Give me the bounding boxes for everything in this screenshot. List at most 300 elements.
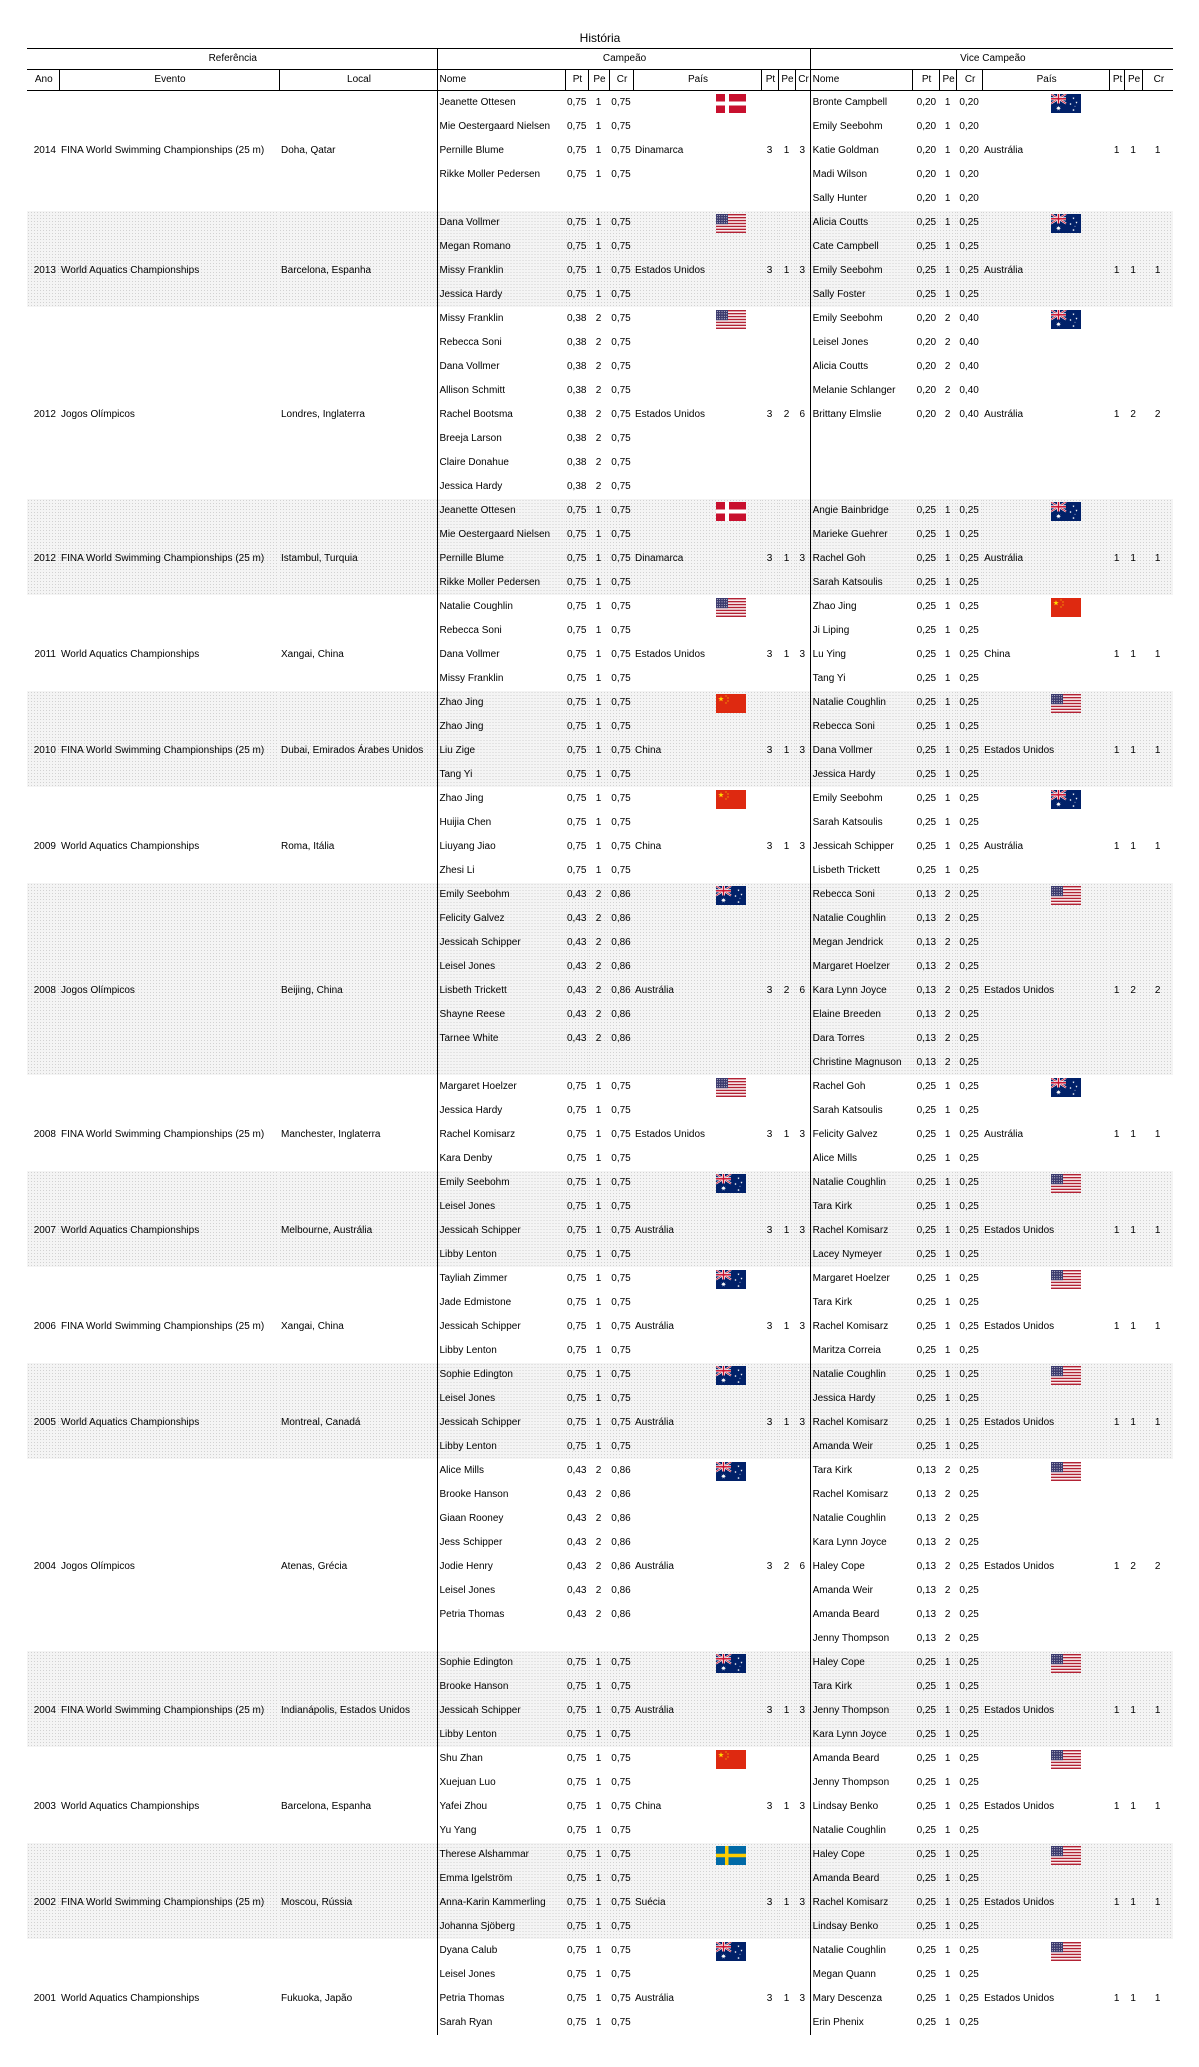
event-name: FINA World Swimming Championships (25 m) — [61, 1129, 265, 1140]
empty-cell — [1142, 1579, 1173, 1603]
empty-cell — [1142, 1147, 1173, 1171]
event-year: 2007 — [27, 1219, 59, 1243]
australia-flag-icon — [1051, 502, 1081, 521]
champion-member-cr: 0,75 — [609, 1219, 633, 1243]
empty-cell — [279, 115, 437, 139]
empty-cell — [633, 2011, 761, 2035]
champion-member-pe: 2 — [595, 1585, 602, 1596]
empty-cell — [982, 1027, 1109, 1051]
empty-cell — [1142, 475, 1173, 499]
empty-cell — [795, 1291, 810, 1315]
vice-member-name: Jenny Thompson — [810, 1771, 912, 1795]
vice-team-pe: 1 — [1130, 1321, 1136, 1332]
empty-cell — [59, 451, 279, 475]
empty-cell — [1124, 1771, 1142, 1795]
header-champion-member-cr: Cr — [609, 70, 633, 91]
vice-team-pt: 1 — [1109, 547, 1124, 571]
header-vice-member-cr: Cr — [956, 70, 982, 91]
champion-member-pe: 2 — [588, 883, 609, 907]
empty-cell — [982, 1435, 1109, 1459]
empty-cell — [27, 283, 59, 307]
vice-member-pe: 1 — [944, 1801, 951, 1812]
empty-cell — [27, 235, 59, 259]
vice-member-cr: 0,25 — [959, 1753, 979, 1764]
champion-member-pe: 1 — [595, 2017, 602, 2028]
vice-member-pe: 2 — [944, 1513, 951, 1524]
vice-team-cr: 1 — [1154, 649, 1161, 660]
champion-flag-cell — [633, 1651, 761, 1675]
empty-cell — [437, 1627, 565, 1651]
empty-cell — [778, 211, 795, 235]
empty-cell — [59, 619, 279, 643]
empty-cell — [778, 115, 795, 139]
empty-cell — [59, 1915, 279, 1939]
vice-member-pt: 0,13 — [912, 1003, 939, 1027]
champion-country: China — [635, 841, 662, 852]
empty-cell — [795, 1747, 810, 1771]
empty-cell — [633, 1579, 761, 1603]
empty-cell — [939, 427, 956, 451]
vice-member-pe: 2 — [944, 1561, 951, 1572]
champion-member-name: Yu Yang — [437, 1819, 565, 1843]
empty-cell — [633, 427, 761, 451]
champion-team-cr: 3 — [799, 1321, 806, 1332]
vice-member-pt: 0,25 — [912, 211, 939, 235]
empty-cell — [778, 1027, 795, 1051]
champion-team-pe: 2 — [783, 409, 790, 420]
empty-cell — [1109, 91, 1124, 116]
event-name: World Aquatics Championships — [59, 1219, 279, 1243]
champion-member-cr: 0,86 — [609, 979, 633, 1003]
vice-flag-cell — [982, 1747, 1109, 1771]
champion-member-pt: 0,75 — [567, 649, 587, 660]
empty-cell — [1142, 331, 1173, 355]
event-name: FINA World Swimming Championships (25 m) — [59, 1699, 279, 1723]
event-year: 2005 — [27, 1411, 59, 1435]
empty-cell — [795, 1051, 810, 1075]
empty-cell — [633, 1723, 761, 1747]
champion-member-name: Alice Mills — [437, 1459, 565, 1483]
champion-member-pt: 0,75 — [565, 1723, 588, 1747]
champion-member-pe: 1 — [588, 1723, 609, 1747]
champion-member-pe: 1 — [588, 1843, 609, 1867]
empty-cell — [761, 883, 778, 907]
vice-member-pe: 1 — [939, 1915, 956, 1939]
vice-member-cr: 0,25 — [959, 1801, 979, 1812]
denmark-flag-icon — [716, 502, 746, 521]
champion-member-pe: 1 — [588, 547, 609, 571]
vice-member-name: Leisel Jones — [810, 331, 912, 355]
empty-cell — [633, 331, 761, 355]
empty-cell — [1142, 1243, 1173, 1267]
vice-member-pe: 2 — [939, 1051, 956, 1075]
empty-cell — [27, 859, 59, 883]
table-row — [27, 1483, 1173, 1507]
event-location: Atenas, Grécia — [281, 1561, 348, 1572]
event-year: 2011 — [34, 649, 56, 660]
champion-member-pe: 1 — [588, 211, 609, 235]
empty-cell — [279, 355, 437, 379]
vice-member-name: Megan Jendrick — [810, 931, 912, 955]
champion-member-pt: 0,75 — [567, 1153, 587, 1164]
table-row — [27, 2011, 1173, 2035]
champion-member-pt: 0,75 — [567, 841, 587, 852]
empty-cell — [1124, 1579, 1142, 1603]
champion-member-cr: 0,75 — [611, 121, 631, 132]
empty-cell — [633, 1243, 761, 1267]
empty-cell — [1109, 1963, 1124, 1987]
empty-cell — [59, 1243, 279, 1267]
empty-cell — [982, 811, 1109, 835]
empty-cell — [27, 1003, 59, 1027]
empty-cell — [1142, 1627, 1173, 1651]
empty-cell — [1109, 1627, 1124, 1651]
vice-member-cr: 0,25 — [956, 523, 982, 547]
champion-member-pt: 0,75 — [567, 1129, 587, 1140]
empty-cell — [982, 1051, 1109, 1075]
empty-cell — [633, 163, 761, 187]
empty-cell — [761, 1627, 778, 1651]
header-champion-nome: Nome — [437, 70, 565, 91]
empty-cell — [795, 379, 810, 403]
empty-cell — [1142, 1963, 1173, 1987]
china-flag-icon — [716, 1750, 746, 1769]
champion-member-pe: 1 — [588, 283, 609, 307]
header-campeao: Campeão — [437, 49, 810, 70]
table-row — [27, 1987, 1173, 2011]
header-column-row — [27, 70, 1173, 91]
vice-member-cr: 0,25 — [956, 1387, 982, 1411]
vice-member-pt: 0,25 — [912, 1723, 939, 1747]
empty-cell — [761, 1651, 778, 1675]
vice-member-pt: 0,25 — [912, 571, 939, 595]
empty-cell — [795, 499, 810, 523]
event-location: Istambul, Turquia — [279, 547, 437, 571]
empty-cell — [761, 1387, 778, 1411]
empty-cell — [1124, 715, 1142, 739]
empty-cell — [761, 1819, 778, 1843]
empty-cell — [778, 619, 795, 643]
champion-member-cr: 0,75 — [611, 1825, 631, 1836]
empty-cell — [59, 1075, 279, 1099]
vice-member-pe: 1 — [944, 1777, 951, 1788]
vice-team-cr: 1 — [1154, 1801, 1161, 1812]
empty-cell — [982, 1099, 1109, 1123]
empty-cell — [795, 619, 810, 643]
empty-cell — [778, 1651, 795, 1675]
vice-member-pe: 1 — [944, 865, 951, 876]
champion-member-name: Liuyang Jiao — [437, 835, 565, 859]
empty-cell — [633, 1603, 761, 1627]
vice-member-name: Alicia Coutts — [810, 355, 912, 379]
champion-member-pt: 0,75 — [565, 1843, 588, 1867]
champion-member-name: Jessicah Schipper — [437, 1699, 565, 1723]
champion-member-cr: 0,75 — [611, 1273, 631, 1284]
empty-cell — [27, 1243, 59, 1267]
champion-team-pt: 3 — [761, 1411, 778, 1435]
event-name: World Aquatics Championships — [61, 649, 200, 660]
empty-cell — [1142, 283, 1173, 307]
empty-cell — [633, 1627, 761, 1651]
empty-cell — [761, 331, 778, 355]
vice-member-cr: 0,25 — [959, 1609, 979, 1620]
empty-cell — [279, 1771, 437, 1795]
vice-team-pe: 1 — [1124, 1411, 1142, 1435]
vice-member-pe: 1 — [944, 193, 951, 204]
empty-cell — [1142, 955, 1173, 979]
vice-member-cr: 0,25 — [959, 1945, 979, 1956]
champion-country: Austrália — [635, 1321, 674, 1332]
vice-member-name: Natalie Coughlin — [810, 1939, 912, 1963]
vice-member-pe: 2 — [944, 1465, 951, 1476]
champion-flag-cell — [633, 1171, 761, 1195]
empty-cell — [778, 1579, 795, 1603]
empty-cell — [279, 1147, 437, 1171]
empty-cell — [1142, 715, 1173, 739]
champion-team-cr: 6 — [795, 979, 810, 1003]
champion-team-pt: 3 — [761, 1891, 778, 1915]
empty-cell — [27, 1843, 59, 1867]
vice-member-pt: 0,20 — [916, 145, 937, 156]
table-row — [27, 571, 1173, 595]
vice-member-cr: 0,25 — [956, 1243, 982, 1267]
empty-cell — [27, 1627, 59, 1651]
champion-team-cr: 6 — [799, 409, 806, 420]
empty-cell — [59, 1483, 279, 1507]
empty-cell — [1142, 571, 1173, 595]
empty-cell — [279, 1675, 437, 1699]
empty-cell — [795, 163, 810, 187]
vice-member-cr: 0,25 — [956, 955, 982, 979]
vice-member-pt: 0,13 — [912, 1027, 939, 1051]
champion-member-name: Shayne Reese — [437, 1003, 565, 1027]
champion-member-pt: 0,75 — [565, 1651, 588, 1675]
empty-cell — [1109, 1339, 1124, 1363]
champion-team-cr: 3 — [795, 547, 810, 571]
champion-member-cr: 0,75 — [609, 715, 633, 739]
empty-cell — [795, 1675, 810, 1699]
empty-cell — [795, 1867, 810, 1891]
empty-cell — [1109, 595, 1124, 619]
champion-country: China — [635, 1801, 662, 1812]
empty-cell — [633, 619, 761, 643]
empty-cell — [1109, 1867, 1124, 1891]
champion-member-pe: 1 — [588, 1435, 609, 1459]
champion-country: Austrália — [633, 1219, 761, 1243]
vice-member-name: Kara Lynn Joyce — [810, 1531, 912, 1555]
empty-cell — [27, 1531, 59, 1555]
empty-cell — [279, 1051, 437, 1075]
table-row — [27, 667, 1173, 691]
empty-cell — [795, 955, 810, 979]
empty-cell — [59, 1747, 279, 1771]
vice-member-pt: 0,25 — [912, 1219, 939, 1243]
vice-member-pe: 1 — [939, 211, 956, 235]
vice-member-pe: 2 — [939, 1027, 956, 1051]
vice-team-cr: 2 — [1154, 409, 1161, 420]
champion-member-pt: 0,75 — [565, 1219, 588, 1243]
vice-member-pe: 1 — [944, 1753, 951, 1764]
vice-member-name: Rachel Komisarz — [810, 1891, 912, 1915]
vice-member-cr: 0,25 — [956, 1411, 982, 1435]
empty-cell — [1124, 1483, 1142, 1507]
table-row — [27, 1915, 1173, 1939]
table-row — [27, 499, 1173, 523]
empty-cell — [761, 187, 778, 211]
empty-cell — [1124, 2011, 1142, 2035]
vice-member-pt: 0,25 — [916, 625, 937, 636]
champion-team-pe: 1 — [783, 1129, 790, 1140]
vice-member-pe: 2 — [939, 883, 956, 907]
china-flag-icon — [716, 790, 746, 809]
table-row — [27, 1315, 1173, 1339]
empty-cell — [1109, 475, 1124, 499]
champion-member-cr: 0,75 — [611, 145, 631, 156]
table-row — [27, 163, 1173, 187]
champion-member-pe: 1 — [595, 601, 602, 612]
vice-member-pe: 1 — [939, 739, 956, 763]
champion-member-pt: 0,43 — [567, 1465, 587, 1476]
table-row — [27, 1267, 1173, 1291]
empty-cell — [633, 1147, 761, 1171]
vice-member-name: Margaret Hoelzer — [810, 955, 912, 979]
champion-member-cr: 0,86 — [609, 907, 633, 931]
vice-member-pt: 0,25 — [916, 2017, 937, 2028]
champion-member-name: Mie Oestergaard Nielsen — [437, 523, 565, 547]
empty-cell — [810, 451, 912, 475]
vice-member-cr: 0,25 — [959, 817, 979, 828]
table-row — [27, 1531, 1173, 1555]
empty-cell — [59, 355, 279, 379]
champion-country: Suécia — [633, 1891, 761, 1915]
champion-member-pe: 1 — [595, 673, 602, 684]
empty-cell — [1124, 1867, 1142, 1891]
champion-member-name: Libby Lenton — [437, 1243, 565, 1267]
table-row — [27, 1603, 1173, 1627]
vice-member-pe: 1 — [939, 1843, 956, 1867]
vice-member-pe: 1 — [944, 1297, 951, 1308]
empty-cell — [59, 1627, 279, 1651]
champion-flag-cell — [633, 91, 761, 116]
empty-cell — [1109, 451, 1124, 475]
champion-member-pe: 1 — [595, 649, 602, 660]
empty-cell — [59, 1939, 279, 1963]
empty-cell — [778, 691, 795, 715]
vice-member-name: Emily Seebohm — [810, 787, 912, 811]
vice-member-pe: 1 — [944, 817, 951, 828]
champion-member-pt: 0,38 — [567, 313, 587, 324]
champion-country: Austrália — [635, 1561, 674, 1572]
empty-cell — [1109, 1843, 1124, 1867]
empty-cell — [1109, 1459, 1124, 1483]
champion-member-cr: 0,75 — [611, 1105, 631, 1116]
champion-member-name: Xuejuan Luo — [437, 1771, 565, 1795]
champion-member-pt: 0,75 — [567, 793, 587, 804]
champion-member-pe: 1 — [595, 1273, 602, 1284]
vice-flag-cell — [982, 307, 1109, 331]
empty-cell — [1109, 2011, 1124, 2035]
champion-member-cr: 0,86 — [611, 1537, 631, 1548]
empty-cell — [1142, 1027, 1173, 1051]
vice-member-pe: 2 — [939, 907, 956, 931]
champion-member-name: Lisbeth Trickett — [437, 979, 565, 1003]
vice-member-cr: 0,25 — [956, 1171, 982, 1195]
champion-member-cr: 0,75 — [609, 1699, 633, 1723]
empty-cell — [279, 1867, 437, 1891]
champion-flag-cell — [633, 1939, 761, 1963]
empty-cell — [1109, 1171, 1124, 1195]
champion-member-cr: 0,75 — [609, 547, 633, 571]
empty-cell — [1142, 691, 1173, 715]
champion-member-name: Leisel Jones — [437, 955, 565, 979]
champion-member-pt: 0,75 — [567, 1801, 587, 1812]
champion-member-cr: 0,75 — [609, 763, 633, 787]
empty-cell — [279, 691, 437, 715]
empty-cell — [982, 715, 1109, 739]
vice-member-cr: 0,25 — [956, 1003, 982, 1027]
vice-country: Austrália — [982, 547, 1109, 571]
empty-cell — [795, 667, 810, 691]
champion-member-pe: 1 — [588, 1219, 609, 1243]
vice-member-name: Ji Liping — [810, 619, 912, 643]
champion-flag-cell — [633, 1267, 761, 1291]
vice-member-pe: 1 — [939, 259, 956, 283]
empty-cell — [761, 1459, 778, 1483]
empty-cell — [27, 115, 59, 139]
champion-member-pe: 1 — [588, 1411, 609, 1435]
champion-member-cr: 0,75 — [609, 1867, 633, 1891]
empty-cell — [1124, 211, 1142, 235]
champion-member-name: Rikke Moller Pedersen — [437, 571, 565, 595]
empty-cell — [633, 1675, 761, 1699]
empty-cell — [59, 1051, 279, 1075]
champion-team-pt: 3 — [766, 841, 773, 852]
champion-member-pe: 2 — [595, 1513, 602, 1524]
australia-flag-icon — [716, 1366, 746, 1385]
champion-flag-cell — [633, 883, 761, 907]
event-location: Dubai, Emirados Árabes Unidos — [279, 739, 437, 763]
vice-member-name: Rachel Komisarz — [810, 1315, 912, 1339]
champion-member-cr: 0,75 — [609, 1651, 633, 1675]
vice-member-pe: 1 — [944, 1993, 951, 2004]
vice-team-pe: 2 — [1130, 409, 1136, 420]
champion-team-pt: 3 — [766, 145, 773, 156]
empty-cell — [982, 115, 1109, 139]
champion-country: Estados Unidos — [633, 259, 761, 283]
empty-cell — [1142, 1435, 1173, 1459]
champion-member-pe: 2 — [595, 481, 602, 492]
champion-member-pe: 2 — [595, 1609, 602, 1620]
vice-member-pe: 1 — [939, 571, 956, 595]
empty-cell — [27, 1915, 59, 1939]
vice-member-pe: 1 — [939, 499, 956, 523]
vice-team-cr: 1 — [1154, 1321, 1161, 1332]
header-champion-pe: Pe — [778, 70, 795, 91]
empty-cell — [795, 1531, 810, 1555]
champion-member-pe: 1 — [588, 1171, 609, 1195]
champion-member-pe: 1 — [595, 1345, 602, 1356]
vice-team-pt: 1 — [1109, 1891, 1124, 1915]
vice-member-name: Alice Mills — [810, 1147, 912, 1171]
empty-cell — [59, 859, 279, 883]
vice-member-pe: 2 — [944, 1609, 951, 1620]
empty-cell — [279, 1243, 437, 1267]
empty-cell — [761, 691, 778, 715]
vice-member-cr: 0,20 — [959, 145, 979, 156]
empty-cell — [1124, 955, 1142, 979]
empty-cell — [761, 595, 778, 619]
vice-team-pe: 1 — [1130, 649, 1136, 660]
